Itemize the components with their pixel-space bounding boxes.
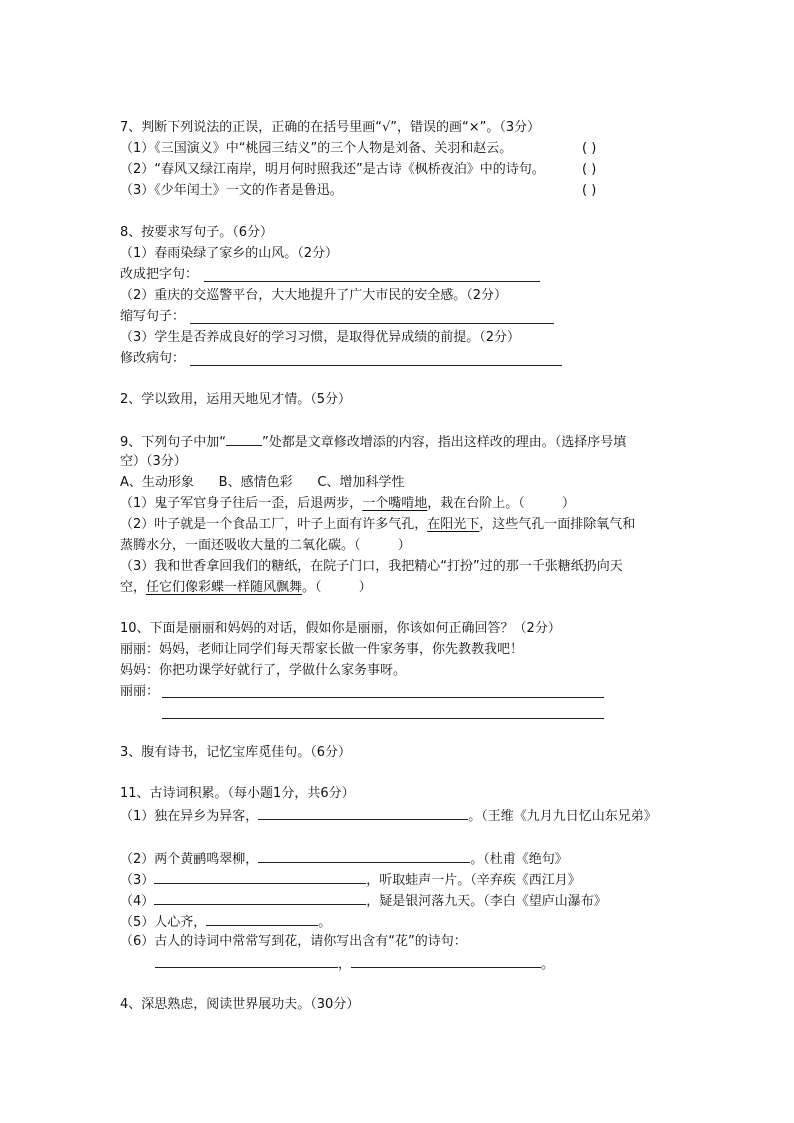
- q11-i1-source: 。（王维《九月九日忆山东兄弟》: [468, 809, 657, 824]
- q11-i4-text: （4）: [120, 894, 155, 909]
- q9-title: [120, 431, 626, 453]
- q11-i5-text: （5）人心齐，: [120, 915, 207, 930]
- q8-prompt-2: 缩写句子：: [120, 309, 186, 324]
- q10-line-1: 丽丽：妈妈，老师让同学们每天帮家长做一件家务事，你先教教我吧！: [120, 642, 524, 657]
- q11-i6-blank-1[interactable]: [155, 953, 338, 968]
- q9-s1-underlined: 一个嘴啃地: [362, 496, 428, 511]
- q9-s1-text: （1）鬼子军官身子往后一歪，后退两步，: [120, 496, 363, 511]
- q8-sentence-2: （2）重庆的交巡警平台，大大地提升了广大市民的安全感。（2分）: [120, 288, 508, 303]
- q9-options: A、生动形象 B、感情色彩 C、增加科学性: [120, 475, 405, 490]
- q11-item-6-answer: [155, 953, 554, 975]
- q11-item-2: [120, 848, 568, 870]
- q11-item-6: （6）古人的诗词中常常写到花，请你写出含有“花”的诗句：: [120, 934, 467, 949]
- q11-i5-blank[interactable]: [206, 911, 318, 926]
- q9-sentence-3-cont: [120, 578, 372, 598]
- q8-sentence-3: （3）学生是否养成良好的学习习惯，是取得优异成绩的前提。（2分）: [120, 330, 521, 345]
- q9-s2-text: （2）叶子就是一个食品工厂，叶子上面有许多气孔，: [120, 517, 428, 532]
- q11-i6-end: 。: [541, 957, 555, 972]
- q11-i2-blank[interactable]: [258, 848, 470, 863]
- q11-i1-blank[interactable]: [258, 805, 468, 820]
- q7-answer-2[interactable]: ( ): [582, 162, 597, 177]
- q11-i2-source: 。（杜甫《绝句》: [470, 852, 568, 867]
- q11-i3-text: （3）: [120, 873, 155, 888]
- q9-s2-text-b: ，这些气孔一面排除氧气和: [479, 517, 636, 532]
- q9-sentence-2: [120, 515, 635, 535]
- q8-title: 8、按要求写句子。（6分）: [120, 225, 274, 240]
- section-2-heading: 2、学以致用，运用天地见才情。（5分）: [120, 392, 352, 407]
- q8-prompt-1: 改成把字句：: [120, 267, 199, 282]
- q9-s1-answer[interactable]: ，栽在台阶上。（ ）: [427, 496, 575, 511]
- q9-s2-underlined: 在阳光下: [427, 517, 480, 532]
- q11-i2-text: （2）两个黄鹂鸣翠柳，: [120, 852, 259, 867]
- q9-s3-answer[interactable]: 。（ ）: [302, 580, 372, 595]
- q8-answer-line-1[interactable]: [204, 281, 540, 282]
- q11-i1-text: （1）独在异乡为异客，: [120, 809, 259, 824]
- q9-title-blank: [226, 431, 262, 446]
- q7-item-3: （3）《少年闰土》一文的作者是鲁迅。: [120, 183, 343, 198]
- q7-answer-3[interactable]: ( ): [582, 183, 597, 198]
- q8-sentence-1: （1）春雨染绿了家乡的山风。（2分）: [120, 246, 339, 261]
- q9-title-part-2: ”处都是文章修改增添的内容，指出这样改的理由。（选择序号填: [262, 435, 627, 450]
- section-3-heading: 3、腹有诗书，记忆宝库觅佳句。（6分）: [120, 745, 352, 760]
- q11-i6-separator: ，: [338, 957, 352, 972]
- q11-title: 11、古诗词积累。（每小题1分，共6分）: [120, 786, 355, 801]
- q7-title: 7、判断下列说法的正误，正确的在括号里画“√”，错误的画“×”。（3分）: [120, 120, 541, 135]
- q11-i3-blank[interactable]: [154, 869, 366, 884]
- q8-prompt-3: 修改病句：: [120, 351, 186, 366]
- q11-i4-blank[interactable]: [154, 890, 366, 905]
- q11-i4-source: ，疑是银河落九天。（李白《望庐山瀑布》: [366, 894, 607, 909]
- q11-item-1: [120, 805, 657, 827]
- q9-title-part-1: 9、下列句子中加“: [120, 435, 227, 450]
- q10-answer-line-1[interactable]: [162, 697, 604, 698]
- q9-s3-underlined: 任它们像彩蝶一样随风飘舞: [146, 580, 303, 595]
- q8-answer-line-2[interactable]: [190, 323, 554, 324]
- q11-i3-source: ，听取蛙声一片。（辛弃疾《西江月》: [366, 873, 581, 888]
- q9-sentence-3: （3）我和世香拿回我们的糖纸，在院子门口，我把精心“打扮”过的那一千张糖纸扔向天: [120, 559, 623, 574]
- q11-item-4: [120, 890, 607, 912]
- q7-answer-1[interactable]: ( ): [582, 141, 597, 156]
- q11-item-5: [120, 911, 331, 933]
- q7-item-2: （2）“春风又绿江南岸，明月何时照我还”是古诗《枫桥夜泊》中的诗句。: [120, 162, 545, 177]
- q9-sentence-1: [120, 494, 575, 514]
- q11-item-3: [120, 869, 581, 891]
- section-4-heading: 4、深思熟虑，阅读世界展功夫。（30分）: [120, 997, 360, 1012]
- q9-s3-text: 空，: [120, 580, 147, 595]
- q9-title-cont: 空）（3分）: [120, 454, 187, 469]
- q10-line-3: 丽丽：: [120, 684, 160, 699]
- q10-title: 10、下面是丽丽和妈妈的对话，假如你是丽丽，你该如何正确回答？（2分）: [120, 621, 561, 636]
- q9-sentence-2-cont[interactable]: 蒸腾水分，一面还吸收大量的二氧化碳。（ ）: [120, 538, 411, 553]
- q8-answer-line-3[interactable]: [190, 365, 562, 366]
- q10-line-2: 妈妈：你把功课学好就行了，学做什么家务事呀。: [120, 663, 407, 678]
- q10-answer-line-2[interactable]: [162, 718, 604, 719]
- q7-item-1: （1）《三国演义》中“桃园三结义”的三个人物是刘备、关羽和赵云。: [120, 141, 513, 156]
- q11-i5-end: 。: [318, 915, 332, 930]
- q11-i6-blank-2[interactable]: [351, 953, 541, 968]
